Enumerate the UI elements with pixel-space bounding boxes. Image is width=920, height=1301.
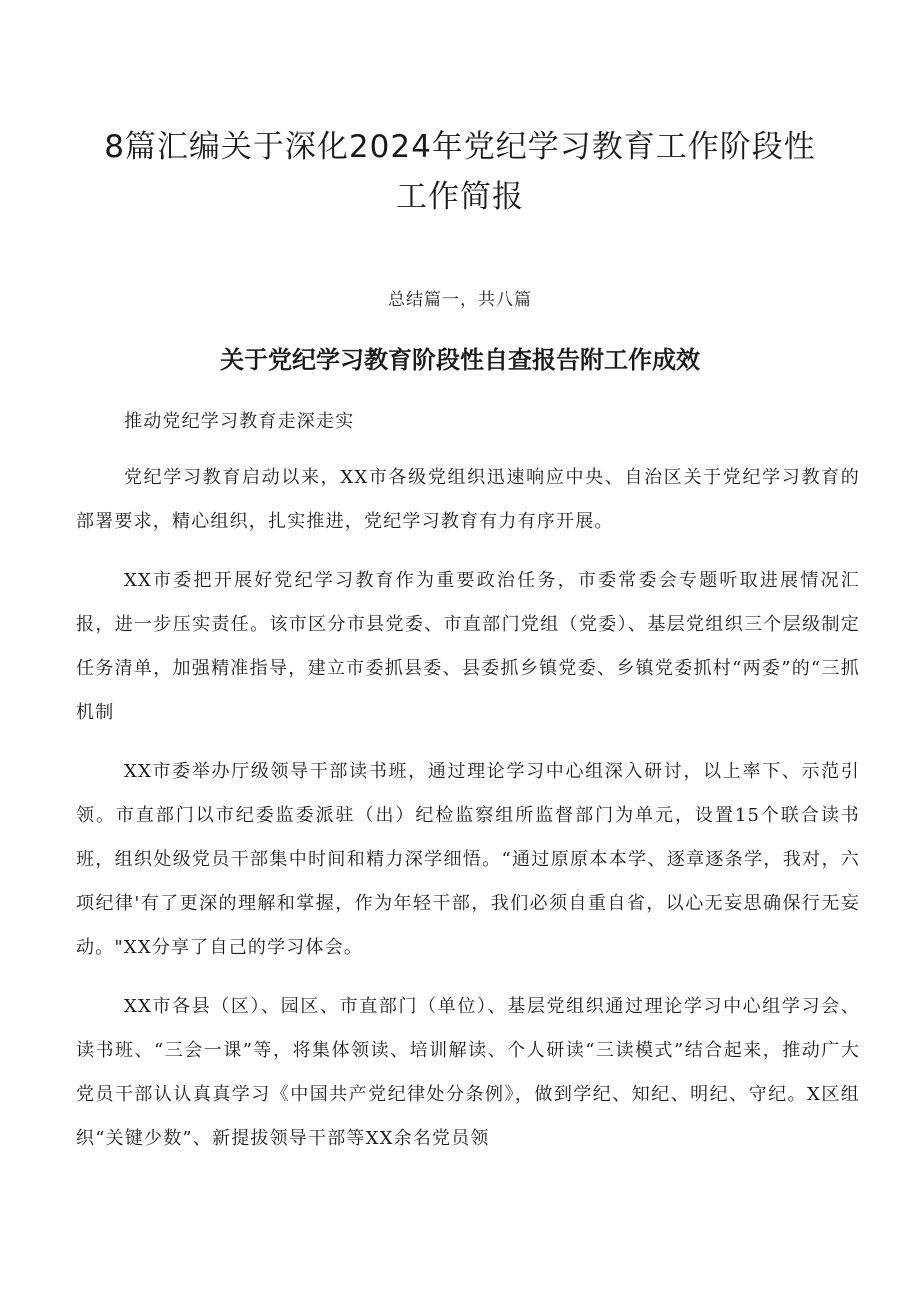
paragraph: XX市委把开展好党纪学习教育作为重要政治任务，市委常委会专题听取进展情况汇报，进一步压实责任。该市区分市县党委、市直部门党组（党委）、基层党组织三个层级制定任务清单，加强精准指导，建立市委抓县委、县委抓乡镇党委、乡镇党委抓村“两委”的“三抓机制	[76, 570, 860, 723]
paragraph: XX市委举办厅级领导干部读书班，通过理论学习中心组深入研讨，以上率下、示范引领。市直部门以市纪委监委派驻（出）纪检监察组所监督部门为单元，设置15个联合读书班，组织处级党员干部集中时间和精力深学细悟。“通过原原本本学、逐章逐条学，我对，六项纪律'有了更深的理解和掌握，作为年轻干部，我们必须自重自省，以心无妄思确保行无妄动。"XX分享了自己的学习体会。	[76, 761, 860, 958]
document-title-line-2: 工作简报	[396, 179, 524, 215]
section-heading: 关于党纪学习教育阶段性自查报告附工作成效	[220, 346, 700, 374]
series-label: 总结篇一，共八篇	[388, 290, 532, 310]
paragraph: XX市各县（区）、园区、市直部门（单位）、基层党组织通过理论学习中心组学习会、读书班、“三会一课”等，将集体领读、培训解读、个人研读“三读模式”结合起来，推动广大党员干部认认真真学习《中国共产党纪律处分条例》，做到学纪、知纪、明纪、守纪。X区组织“关键少数”、新提拔领导干部等XX余名党员领	[76, 996, 860, 1149]
document-title-line-1: 8篇汇编关于深化2024年党纪学习教育工作阶段性	[104, 129, 816, 165]
document-title	[60, 122, 860, 222]
paragraph: 党纪学习教育启动以来，XX市各级党组织迅速响应中央、自治区关于党纪学习教育的部署要求，精心组织，扎实推进，党纪学习教育有力有序开展。	[76, 467, 860, 532]
paragraph-intro-heading: 推动党纪学习教育走深走实	[124, 411, 355, 432]
